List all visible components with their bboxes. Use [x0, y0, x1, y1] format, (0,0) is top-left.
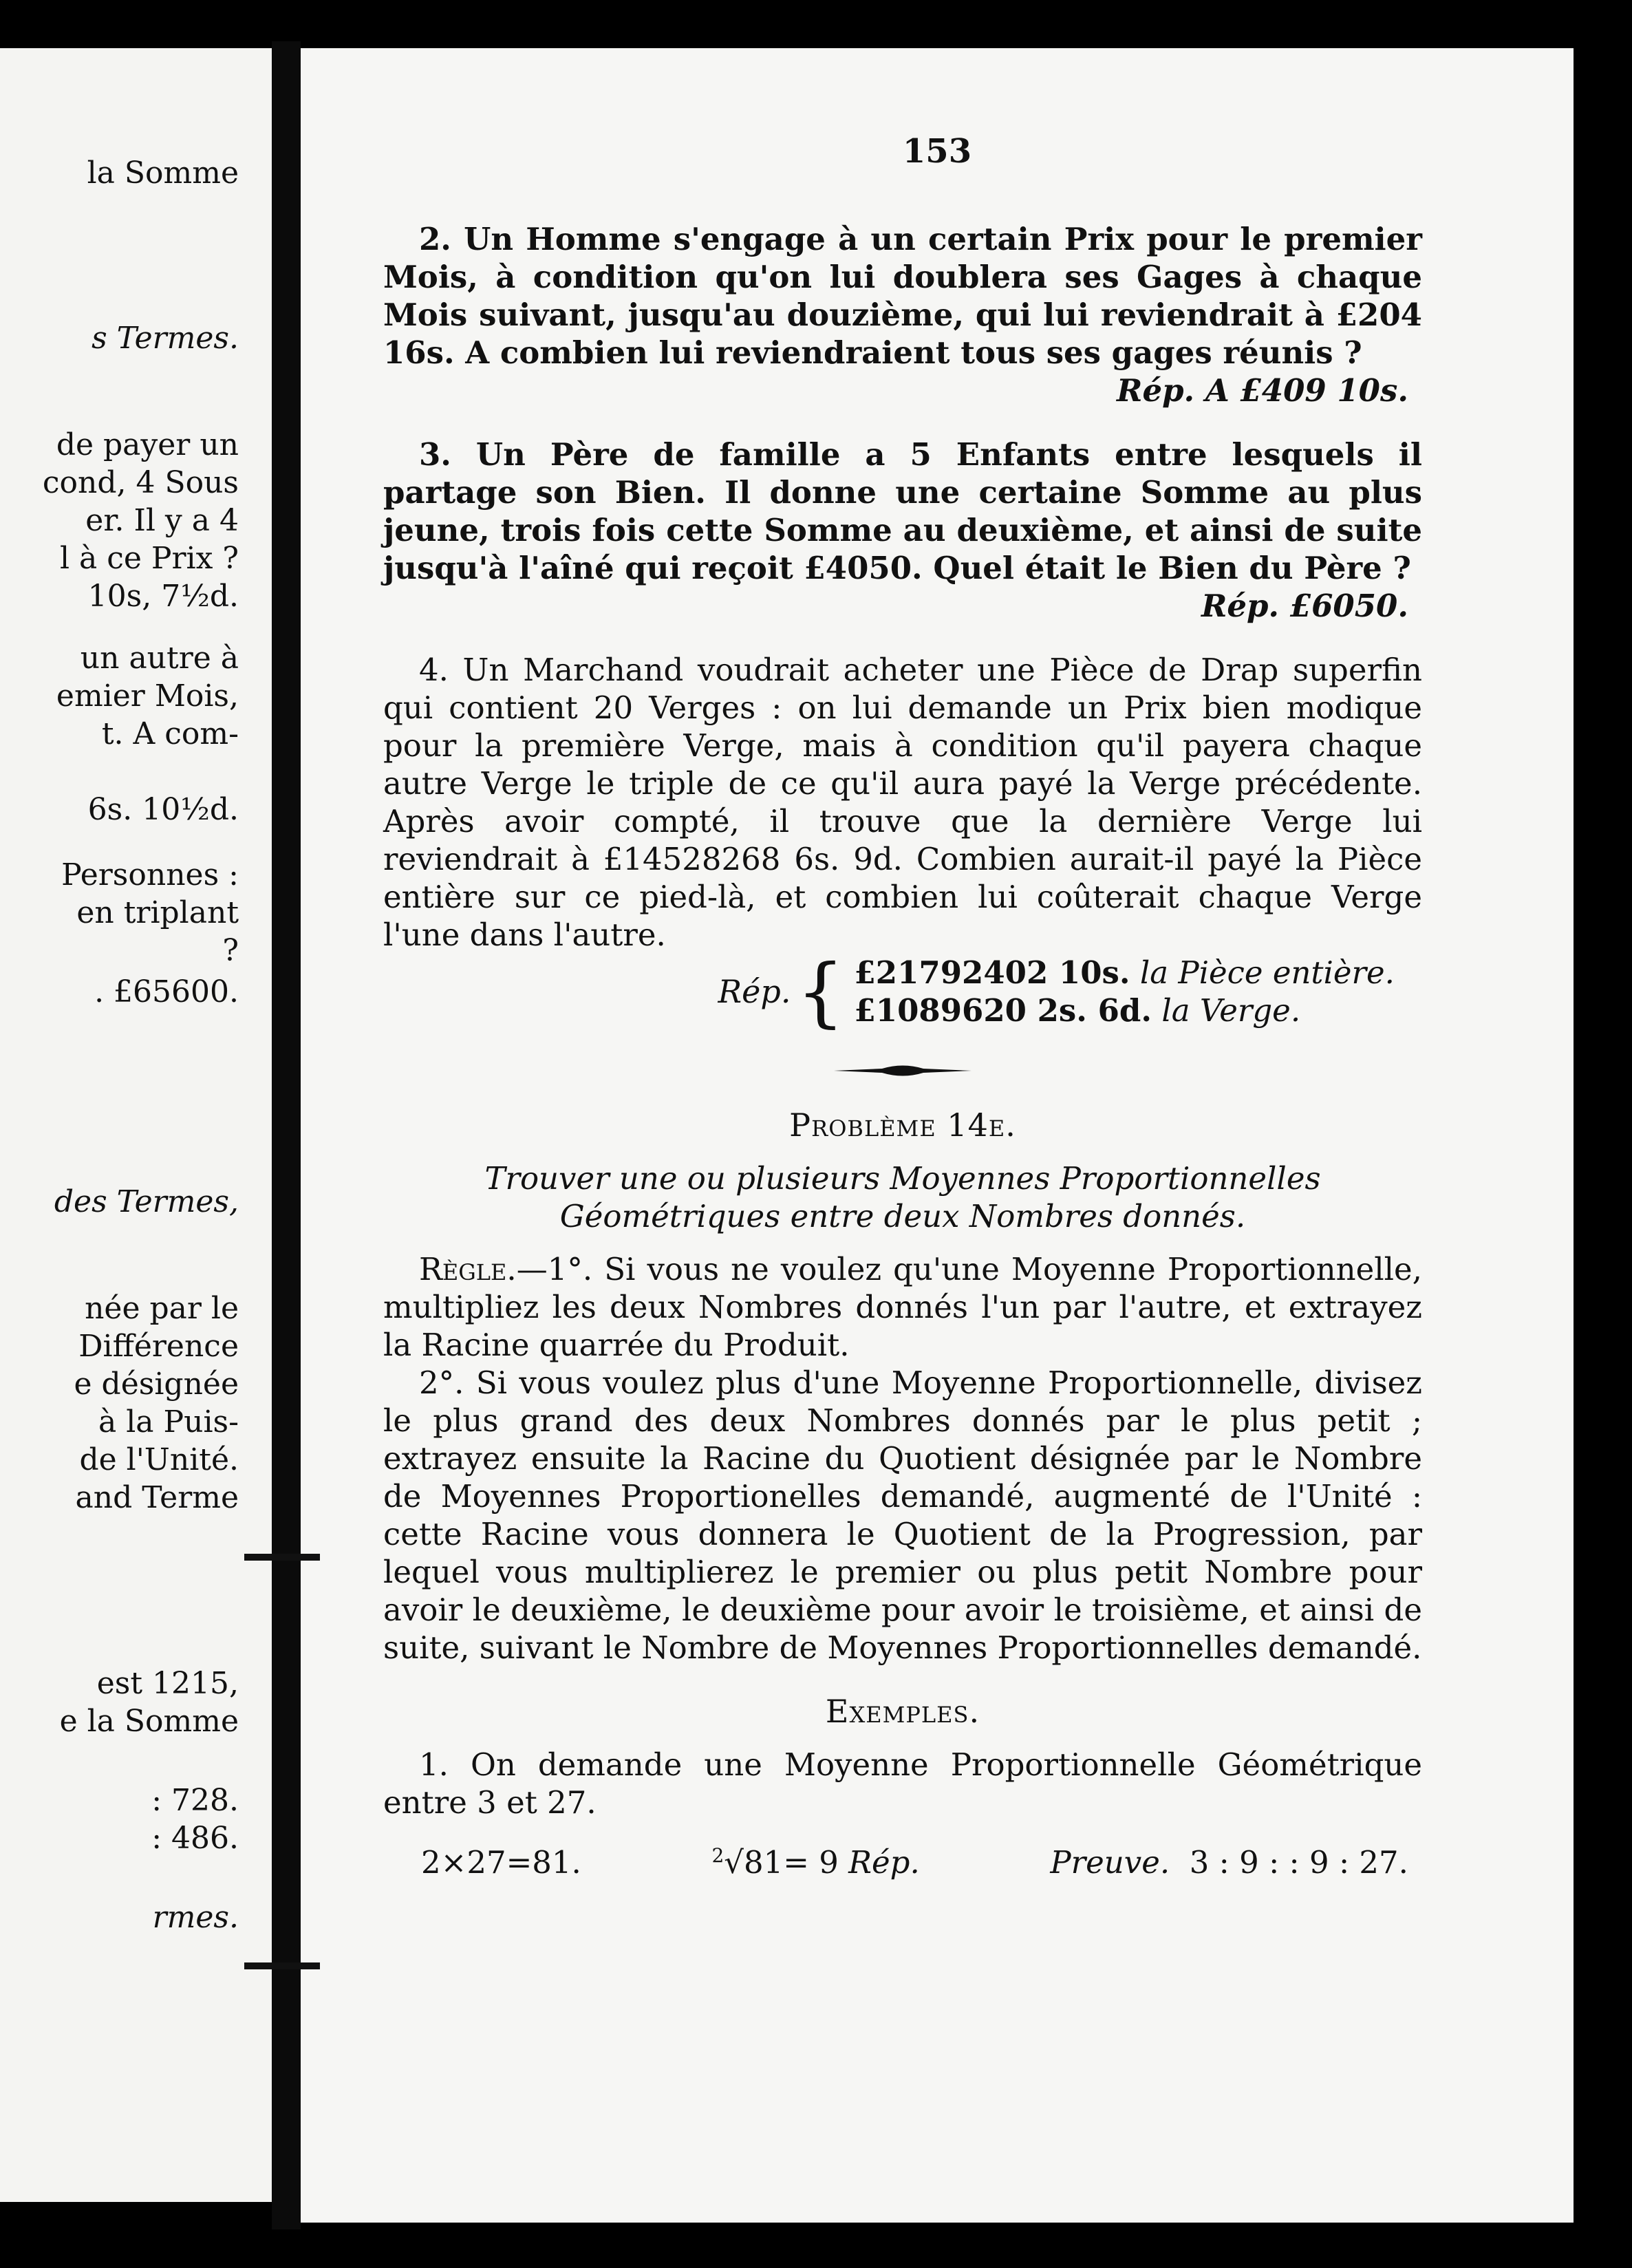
rule-2: 2°. Si vous voulez plus d'une Moyenne Proportionnelle, divisez le plus grand des deux Nombres donnés par le plus petit ; extrayez ensuite la Racine du Quotient désignée par le Nombre de Moyennes Proportionelles demandé, augmenté de l'Unité : cette Racine vous donnera le Quotient de la Progression, par lequel vous multiplierez le premier ou plus petit Nombre pour avoir le deuxième, le deuxième pour avoir le troisième, et ainsi de suite, suivant le Nombre de Moyennes Proportionnelles demandé. — [383, 1365, 1422, 1666]
answer-line-2-note: la Verge. — [1161, 992, 1301, 1029]
formula-proof — [1050, 1843, 1408, 1881]
left-page-text-fragment: ? — [222, 933, 239, 968]
left-page-text-fragment: un autre à — [80, 641, 239, 676]
problem-3-text: 3. Un Père de famille a 5 Enfants entre lesquels il partage son Bien. Il donne une certaine Somme au plus jeune, trois fois cette Somme au deuxième, et ainsi de suite jusqu'à l'aîné qui reçoit £4050. Quel était le Bien du Père ? — [383, 436, 1422, 586]
left-page-text-fragment: Personnes : — [61, 857, 239, 892]
root-index: 2 — [711, 1844, 724, 1867]
left-page-text-fragment: est 1215, — [96, 1666, 239, 1701]
left-page-text-fragment: à la Puis- — [98, 1404, 239, 1440]
answer-label: Rép. — [718, 972, 791, 1010]
example-1-formula — [383, 1837, 1422, 1881]
page — [301, 48, 1574, 2223]
answer-line-1 — [854, 954, 1395, 992]
left-page-text-fragment: t. A com- — [101, 716, 239, 751]
book-gutter — [272, 41, 301, 2229]
previous-page-fragment — [0, 48, 272, 2202]
page-number: 153 — [902, 132, 972, 171]
left-page-text-fragment: la Somme — [87, 156, 239, 191]
answer-line-2-amount: £1089620 2s. 6d. — [854, 992, 1152, 1029]
left-page-text-fragment: Différence — [78, 1329, 239, 1364]
example-1-text: 1. On demande une Moyenne Proportionnelle Géométrique entre 3 et 27. — [383, 1746, 1422, 1821]
left-page-text-fragment: rmes. — [152, 1900, 239, 1935]
problem-subtitle: Trouver une ou plusieurs Moyennes Proportionnelles Géométriques entre deux Nombres donnés. — [484, 1160, 1321, 1234]
left-page-text-fragment: . £65600. — [94, 974, 239, 1009]
root-answer-label: Rép. — [848, 1844, 920, 1881]
rule-label: Règle. — [419, 1251, 517, 1287]
page-body — [383, 220, 1422, 1881]
left-page-text-fragment: emier Mois, — [56, 678, 239, 714]
rule-1-text: —1°. Si vous ne voulez qu'une Moyenne Proportionnelle, multipliez les deux Nombres donnés l'un par l'autre, et extrayez la Racine quarrée du Produit. — [383, 1251, 1422, 1363]
left-page-text-fragment: de l'Unité. — [79, 1442, 239, 1477]
left-page-text-fragment: l à ce Prix ? — [59, 541, 239, 576]
left-page-text-fragment: en triplant — [76, 895, 239, 930]
problem-2-text: 2. Un Homme s'engage à un certain Prix pour le premier Mois, à condition qu'on lui doublera ses Gages à chaque Mois suivant, jusqu'au douzième, qui lui reviendrait à £204 16s. A combien lui reviendraient tous ses gages réunis ? — [383, 221, 1422, 371]
formula-root — [711, 1837, 919, 1881]
answer-line-1-note: la Pièce entière. — [1139, 954, 1395, 991]
left-page-text-fragment: 6s. 10½d. — [87, 792, 239, 827]
root-expression: √81= 9 — [724, 1844, 839, 1881]
formula-product: 2×27=81. — [421, 1844, 581, 1881]
answer-line-1-amount: £21792402 10s. — [854, 954, 1130, 991]
problem-heading: Problème 14e. — [789, 1106, 1016, 1144]
brace-icon: { — [796, 948, 845, 1036]
problem-2-answer: Rép. A £409 10s. — [1117, 372, 1408, 409]
left-page-text-fragment: e la Somme — [59, 1704, 239, 1739]
left-page-text-fragment: 10s, 7½d. — [87, 579, 239, 614]
left-page-text-fragment: : 728. — [151, 1783, 239, 1818]
left-page-text-fragment: s Termes. — [92, 321, 239, 356]
left-page-text-fragment: née par le — [85, 1291, 239, 1326]
binding-marker — [244, 1554, 320, 1561]
proof-label: Preuve. — [1050, 1844, 1170, 1881]
scan-edge — [1574, 28, 1632, 2268]
problem-3-answer: Rép. £6050. — [1201, 588, 1408, 624]
left-page-text-fragment: des Termes, — [54, 1184, 239, 1219]
problem-4-text: 4. Un Marchand voudrait acheter une Pièce de Drap superfin qui contient 20 Verges : on lui demande un Prix bien modique pour la première Verge, mais à condition qu'il payera chaque autre Verge le triple de ce qu'il aura payé la Verge précédente. Après avoir compté, il trouve que la dernière Verge lui reviendrait à £14528268 6s. 9d. Combien aurait-il payé la Pièce entière sur ce pied-là, et combien lui coûterait chaque Verge l'une dans l'autre. — [383, 652, 1422, 953]
answer-line-2 — [854, 992, 1395, 1029]
left-page-text-fragment: : 486. — [151, 1821, 239, 1856]
binding-marker — [244, 1962, 320, 1969]
examples-heading: Exemples. — [825, 1693, 980, 1730]
problem-4-answer — [383, 948, 1395, 1036]
left-page-text-fragment: cond, 4 Sous — [42, 465, 239, 500]
ornament-divider-icon — [834, 1062, 971, 1079]
proof-expression: 3 : 9 : : 9 : 27. — [1189, 1844, 1408, 1881]
left-page-text-fragment: and Terme — [75, 1480, 239, 1515]
rule-1 — [383, 1250, 1422, 1364]
left-page-text-fragment: de payer un — [56, 427, 239, 462]
left-page-text-fragment: e désignée — [74, 1367, 239, 1402]
left-page-text-fragment: er. Il y a 4 — [85, 503, 239, 538]
